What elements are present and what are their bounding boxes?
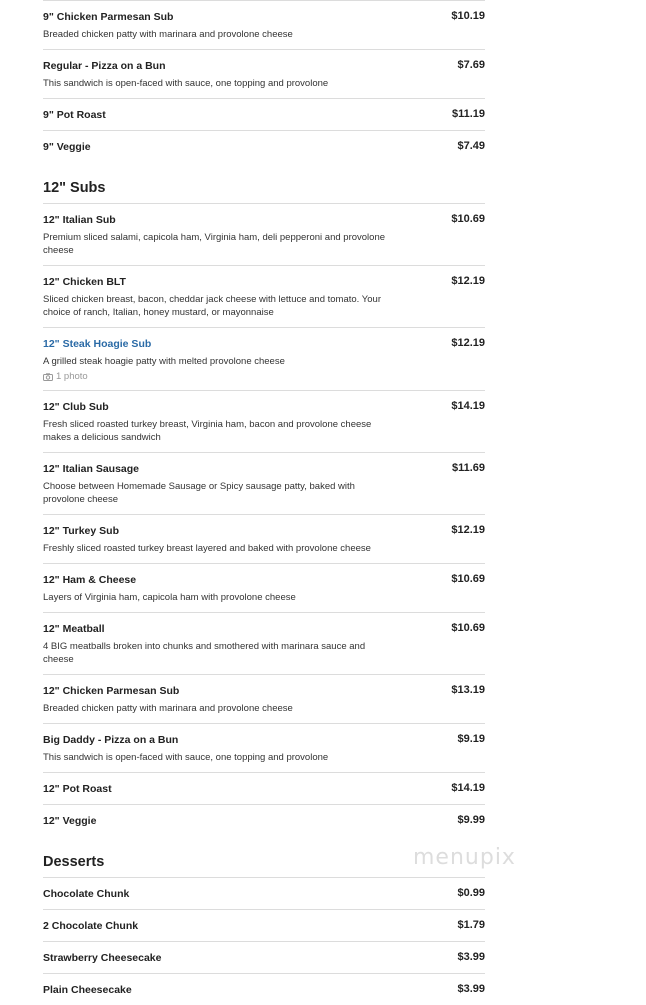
menu-item: [43, 0, 485, 49]
menu-item: [43, 612, 485, 674]
menu-item-name: Chocolate Chunk: [43, 888, 130, 900]
menu-item-name: 12" Chicken BLT: [43, 276, 126, 288]
menu-item-description: 4 BIG meatballs broken into chunks and smothered with marinara sauce and cheese: [43, 641, 366, 665]
menu-item-price: $1.79: [457, 919, 485, 931]
menu-item: [43, 130, 485, 162]
menu-item-name: Plain Cheesecake: [43, 984, 132, 996]
menu-item-price: $10.69: [451, 622, 485, 634]
menu-item-name: 12" Pot Roast: [43, 783, 112, 795]
menu-item-price: $7.49: [457, 140, 485, 152]
menu-item-name: 9" Veggie: [43, 141, 91, 153]
menu-item-name: 9" Pot Roast: [43, 109, 106, 121]
menu-item: [43, 772, 485, 804]
menu-item-price: $9.19: [457, 733, 485, 745]
menu-item[interactable]: [43, 327, 485, 390]
menu-item-description: Layers of Virginia ham, capicola ham with provolone cheese: [43, 592, 296, 603]
menu-item-description: Sliced chicken breast, bacon, cheddar jack cheese with lettuce and tomato. Your choice of ranch, Italian, honey mustard, or mayonnaise: [43, 294, 381, 318]
menu-item-name: 2 Chocolate Chunk: [43, 920, 139, 932]
camera-icon: [43, 373, 53, 381]
menu-item-name: 12" Meatball: [43, 623, 105, 635]
menu-item-price: $11.69: [451, 462, 485, 474]
menu-item-price: $11.19: [451, 108, 485, 120]
menu-item: [43, 49, 485, 98]
menu-item-price: $14.19: [451, 782, 485, 794]
menu-item-name: 12" Club Sub: [43, 401, 109, 413]
menu-item: [43, 514, 485, 563]
menu-item-price: $9.99: [457, 814, 485, 826]
menu-item-price: $10.69: [451, 573, 485, 585]
menu-item-name: 12" Turkey Sub: [43, 525, 119, 537]
menupix-watermark: menupix: [413, 845, 516, 870]
menu-item: [43, 452, 485, 514]
menu-item-name[interactable]: 12" Steak Hoagie Sub: [43, 338, 152, 350]
menu-item: [43, 563, 485, 612]
menu-item: [43, 909, 485, 941]
menu-item: [43, 390, 485, 452]
menu-item-description: Choose between Homemade Sausage or Spicy sausage patty, baked with provolone cheese: [43, 481, 355, 505]
menu-item: [43, 203, 485, 265]
menu-item: [43, 98, 485, 130]
menu-item-price: $10.19: [451, 10, 485, 22]
menu-item-price: $10.69: [451, 213, 485, 225]
menu-item-price: $3.99: [457, 983, 485, 995]
photo-count[interactable]: 1 photo: [56, 371, 88, 382]
menu-item-price: $0.99: [457, 887, 485, 899]
menu-item-price: $14.19: [451, 400, 485, 412]
menu-item-description: A grilled steak hoagie patty with melted provolone cheese: [43, 356, 285, 367]
menu-item-description: Fresh sliced roasted turkey breast, Virginia ham, bacon and provolone cheese makes a delicious sandwich: [43, 419, 372, 443]
menu-item-price: $12.19: [451, 524, 485, 536]
menu-item-description: This sandwich is open-faced with sauce, one topping and provolone: [43, 752, 329, 763]
menu-item-name: Big Daddy - Pizza on a Bun: [43, 734, 179, 746]
menu-item-description: Breaded chicken patty with marinara and provolone cheese: [43, 29, 293, 40]
menu-item: [43, 265, 485, 327]
menu-item-description: Premium sliced salami, capicola ham, Virginia ham, deli pepperoni and provolone cheese: [43, 232, 386, 256]
menu-item-description: Breaded chicken patty with marinara and provolone cheese: [43, 703, 293, 714]
menu-item: [43, 804, 485, 836]
menu-item-name: 12" Italian Sausage: [43, 463, 140, 475]
menu-item-price: $13.19: [451, 684, 485, 696]
photo-link[interactable]: [43, 371, 485, 382]
section-heading-12-subs: 12" Subs: [43, 180, 106, 196]
menu-item-name: Strawberry Cheesecake: [43, 952, 162, 964]
menu-item-name: 9" Chicken Parmesan Sub: [43, 11, 174, 23]
section-heading-desserts: Desserts: [43, 854, 105, 870]
menu-item: [43, 973, 485, 1005]
menu-item: [43, 723, 485, 772]
menu-item-price: $12.19: [451, 275, 485, 287]
menu-item-name: 12" Veggie: [43, 815, 97, 827]
menu-item: [43, 674, 485, 723]
menu-item-description: This sandwich is open-faced with sauce, one topping and provolone: [43, 78, 329, 89]
menu-item-name: 12" Chicken Parmesan Sub: [43, 685, 180, 697]
menu-item-price: $3.99: [457, 951, 485, 963]
menu-item-name: 12" Ham & Cheese: [43, 574, 137, 586]
menu-item: [43, 941, 485, 973]
menu-item-name: 12" Italian Sub: [43, 214, 116, 226]
menu-item-description: Freshly sliced roasted turkey breast layered and baked with provolone cheese: [43, 543, 371, 554]
menu-item-price: $7.69: [457, 59, 485, 71]
menu-item-price: $12.19: [451, 337, 485, 349]
menu-item: [43, 877, 485, 909]
menu-item-name: Regular - Pizza on a Bun: [43, 60, 166, 72]
